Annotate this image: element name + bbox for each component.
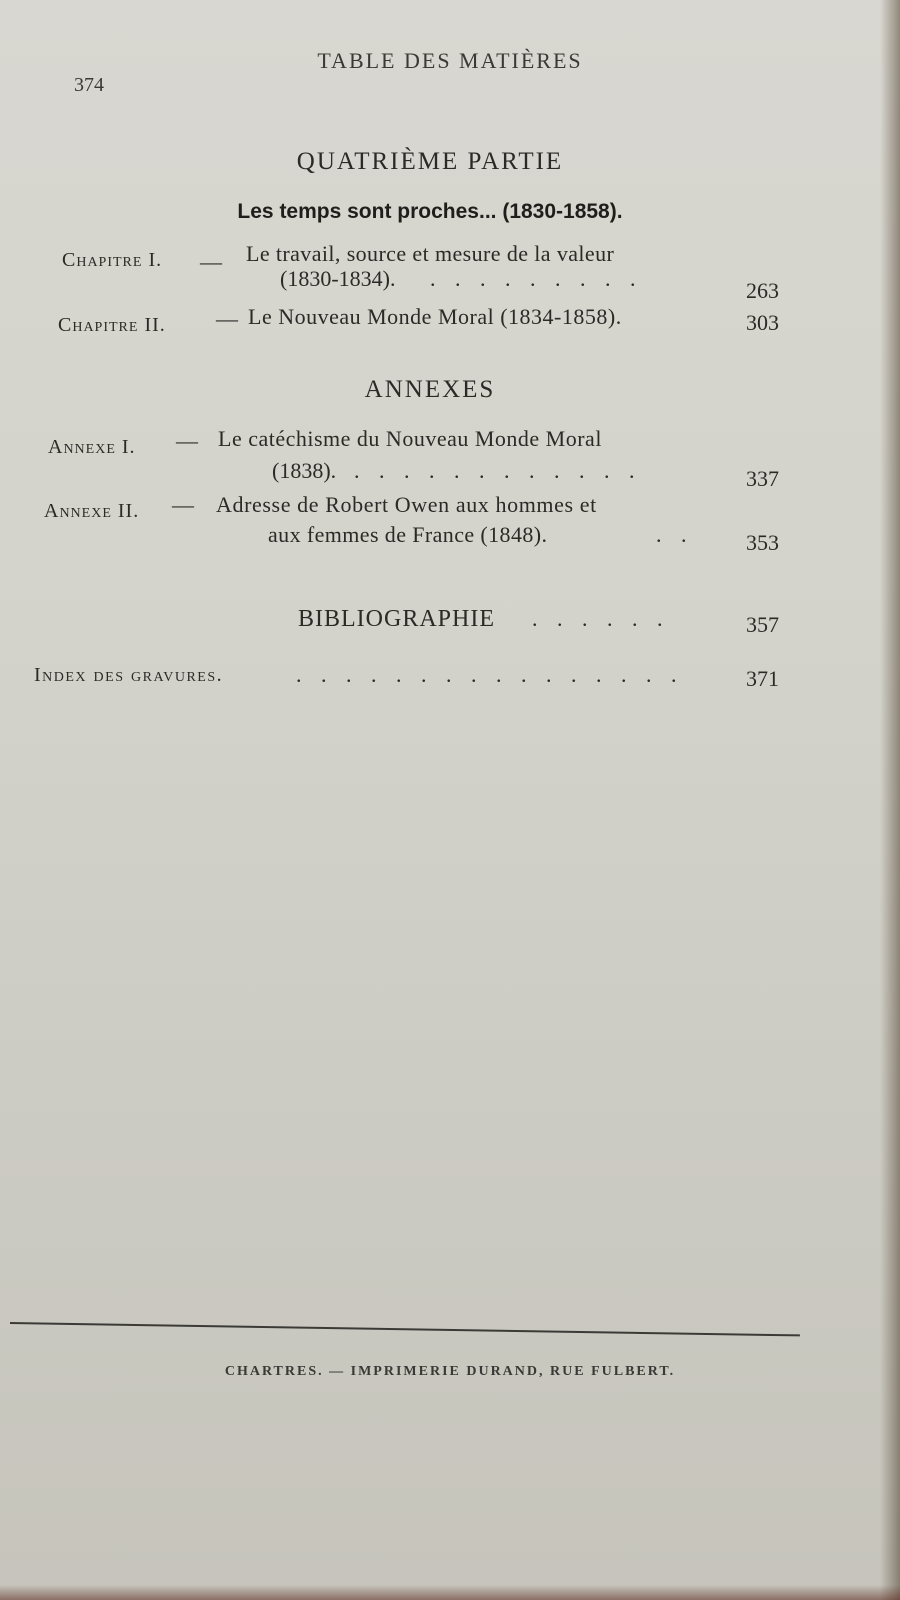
entry-dash: —	[216, 306, 238, 331]
entry-title: Adresse de Robert Owen aux hommes et	[216, 492, 597, 517]
footer-rule	[10, 1322, 800, 1336]
running-title: TABLE DES MATIÈRES	[317, 48, 583, 73]
part-subtitle: Les temps sont proches... (1830-1858).	[237, 200, 623, 223]
entry-page-number: 337	[746, 466, 779, 491]
entry-page-number: 357	[746, 612, 779, 637]
entry-title-continued: (1838).	[272, 458, 337, 483]
entry-title: Le Nouveau Monde Moral (1834-1858).	[248, 304, 622, 329]
dot-leader: . . . . . . . . .	[430, 266, 643, 291]
entry-title: Le catéchisme du Nouveau Monde Moral	[218, 426, 602, 451]
dot-leader: . . . . . . . . . . . .	[354, 458, 642, 483]
entry-label: Chapitre I.	[62, 249, 163, 271]
entry-label: Annexe I.	[48, 436, 136, 458]
entry-title: Le travail, source et mesure de la valeur	[246, 241, 615, 266]
entry-dash: —	[176, 428, 198, 453]
entry-page-number: 353	[746, 530, 779, 555]
part-title: QUATRIÈME PARTIE	[296, 148, 564, 175]
entry-page-number: 303	[746, 310, 779, 335]
book-cover-edge	[0, 1585, 900, 1600]
entry-dash: —	[200, 249, 222, 274]
entry-page-number: 263	[746, 278, 779, 303]
dot-leader: . . . . . .	[532, 606, 670, 631]
dot-leader: . .	[656, 522, 694, 547]
dot-leader: . . . . . . . . . . . . . . . .	[296, 662, 684, 687]
page-number: 374	[74, 74, 104, 96]
annexes-title: ANNEXES	[364, 376, 496, 403]
entry-title-continued: aux femmes de France (1848).	[268, 522, 548, 547]
entry-label: Annexe II.	[44, 500, 140, 522]
index-title: Index des gravures.	[34, 664, 224, 686]
entry-dash: —	[172, 492, 194, 517]
printer-colophon: CHARTRES. — IMPRIMERIE DURAND, RUE FULBERT.	[224, 1364, 676, 1379]
page-edge-shadow	[880, 0, 900, 1600]
bibliography-title: BIBLIOGRAPHIE	[298, 606, 495, 632]
entry-title-continued: (1830-1834).	[280, 266, 396, 291]
entry-page-number: 371	[746, 666, 779, 691]
entry-label: Chapitre II.	[58, 314, 166, 336]
